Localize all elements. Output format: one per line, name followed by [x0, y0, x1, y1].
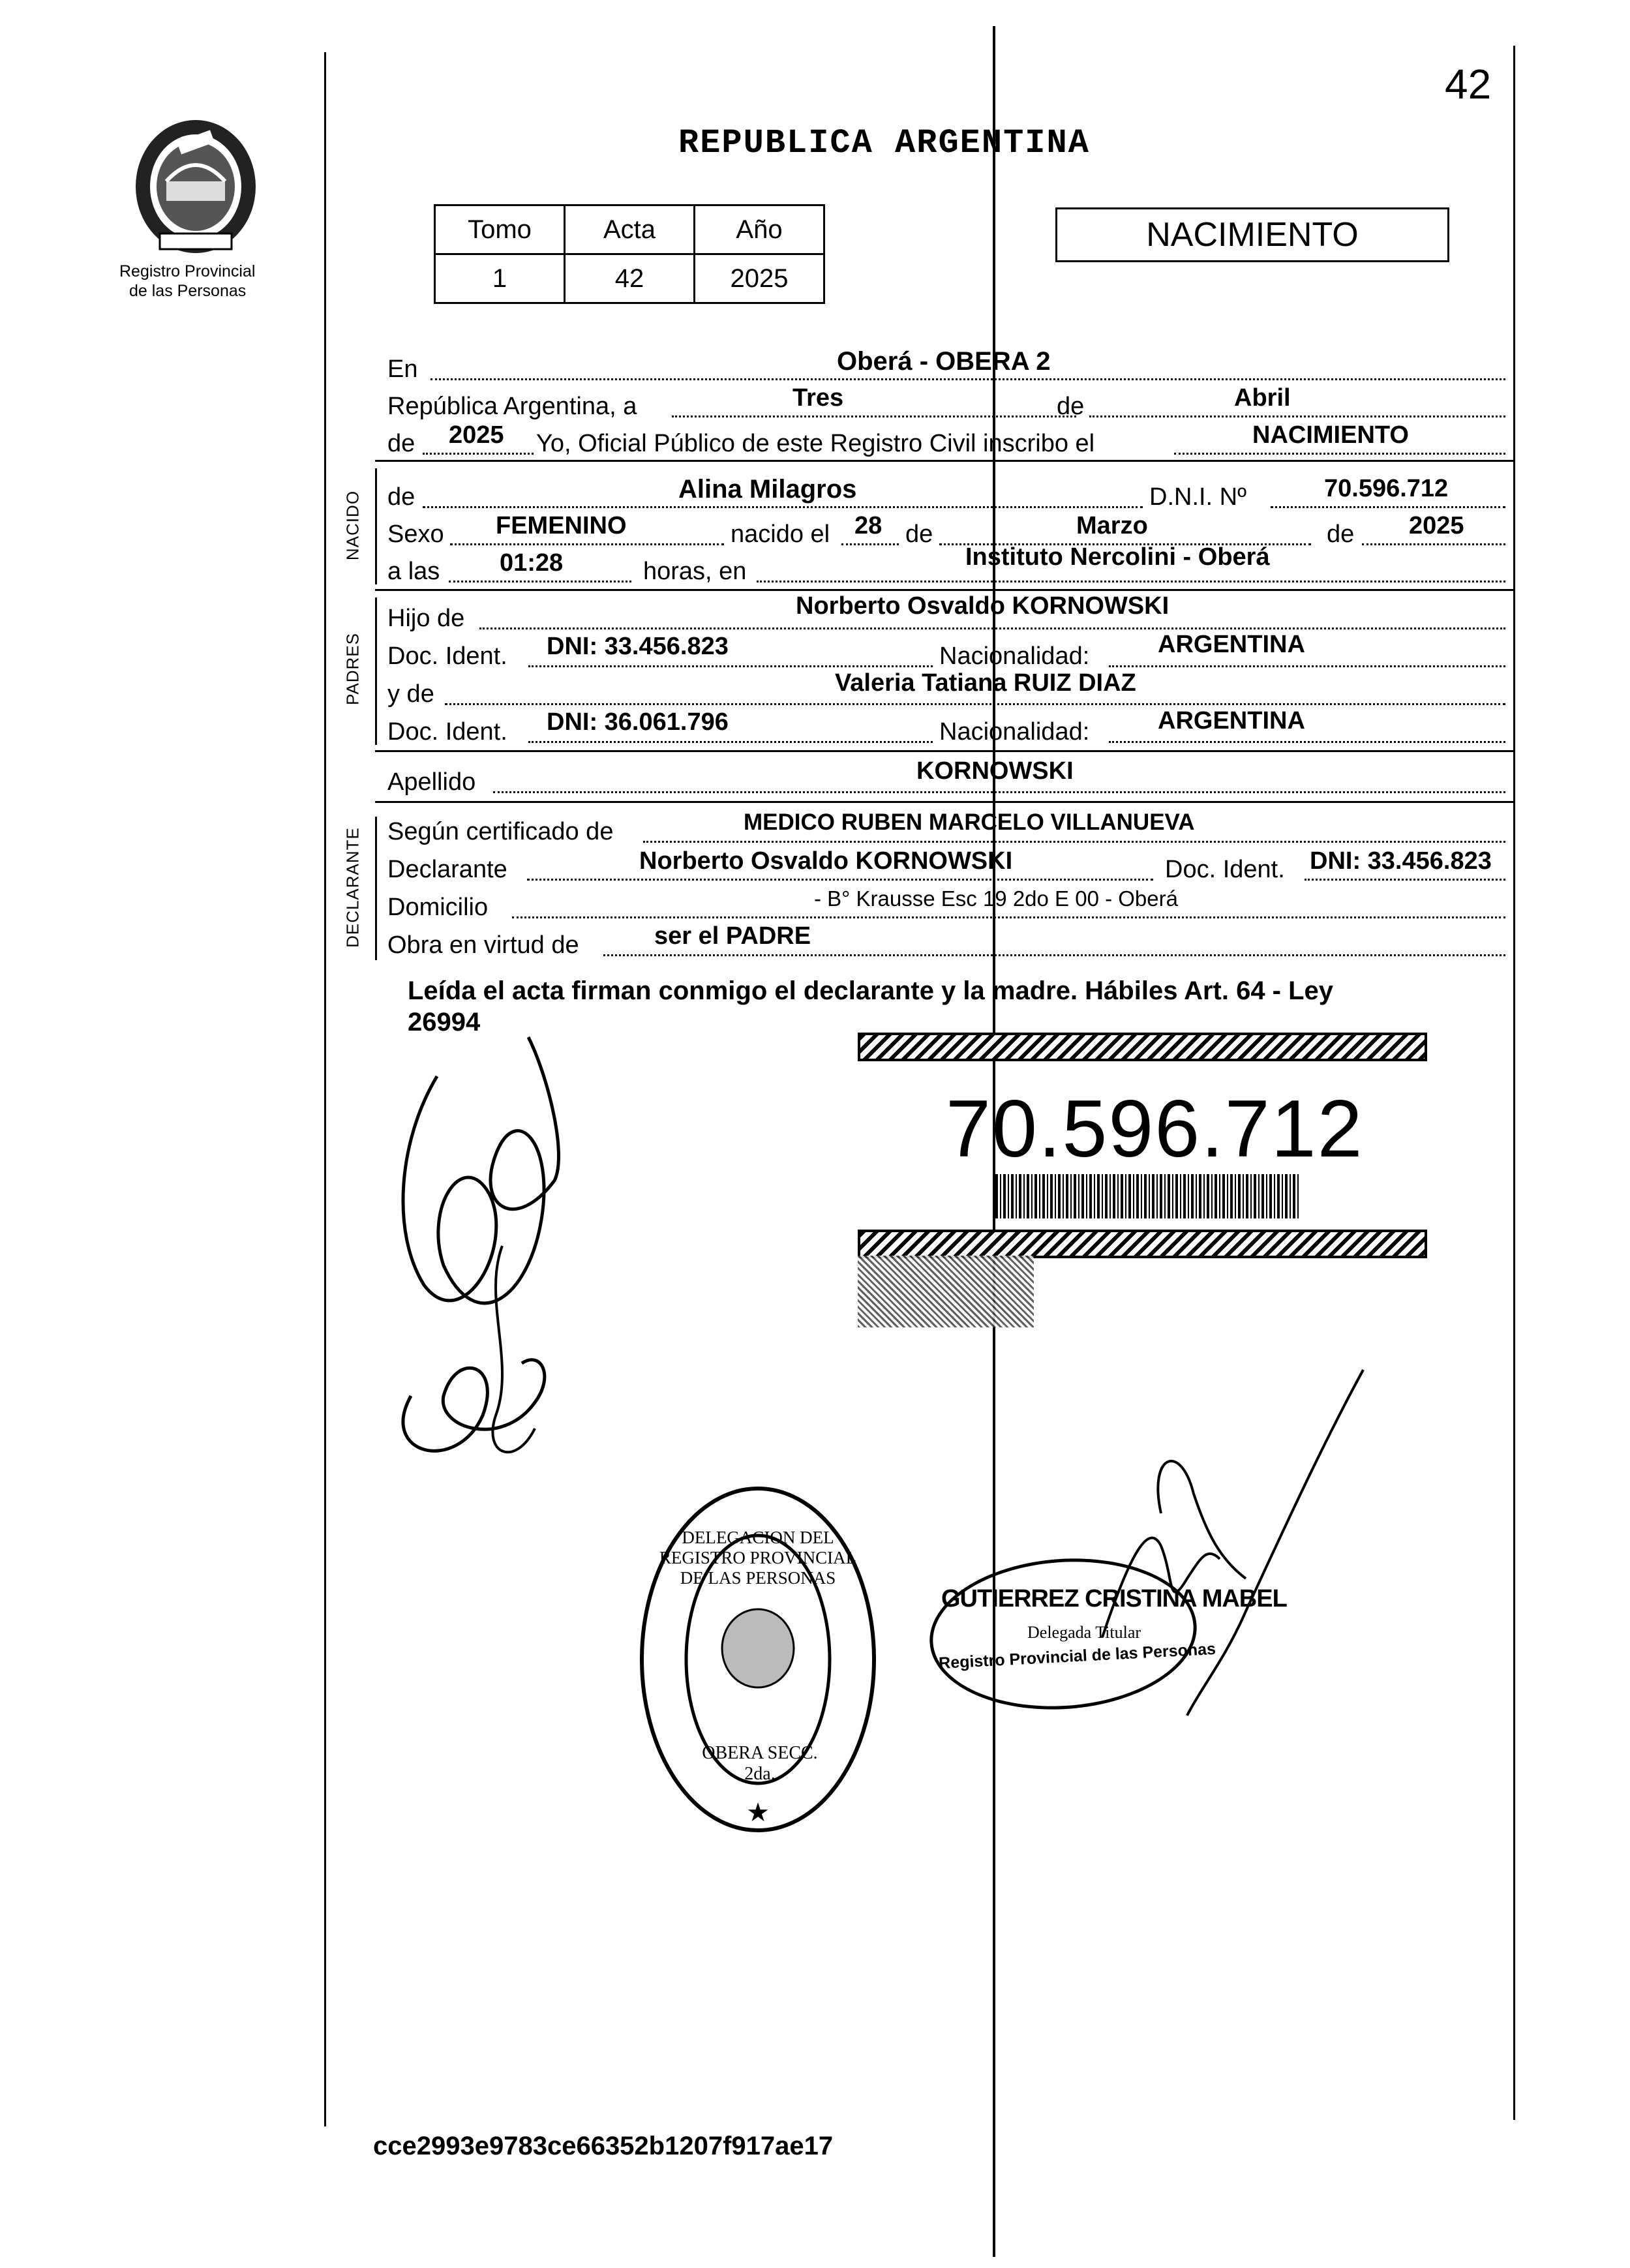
value-mes-nac: Marzo — [1076, 512, 1148, 539]
dotted-line — [450, 543, 724, 545]
section-divider — [375, 460, 1513, 462]
value-declarante-doc: DNI: 33.456.823 — [1310, 847, 1492, 875]
label-nacido-el: nacido el — [731, 521, 830, 548]
dotted-line — [528, 665, 933, 667]
right-margin-line — [1513, 46, 1515, 2120]
value-dia-nac: 28 — [854, 512, 883, 539]
dotted-line — [493, 791, 1505, 793]
logo-caption-line1: Registro Provincial — [119, 262, 256, 280]
doc-type-box — [1055, 207, 1449, 262]
declarant-signature — [385, 998, 594, 1474]
value-sexo: FEMENINO — [496, 512, 627, 539]
dotted-line — [1305, 879, 1505, 881]
dotted-line — [1271, 506, 1505, 508]
value-dni: 70.596.712 — [1324, 475, 1449, 502]
province-seal-icon — [121, 110, 271, 260]
dni-sticker-bottom-strip — [858, 1230, 1427, 1258]
stamp-name: GUTIERREZ CRISTINA MABEL — [941, 1585, 1287, 1612]
label-de-mid: de — [1057, 393, 1085, 420]
seal-bottom-text: OBERA SECC. 2da. — [702, 1743, 818, 1784]
section-bar-nacido — [375, 468, 377, 584]
label-a-las: a las — [387, 558, 440, 585]
page-title: REPUBLICA ARGENTINA — [678, 124, 1090, 162]
dotted-line — [423, 506, 1143, 508]
dotted-line — [603, 954, 1505, 956]
value-nombre: Alina Milagros — [678, 475, 857, 504]
dotted-line — [672, 416, 1076, 417]
value-madre-nac: ARGENTINA — [1158, 707, 1305, 734]
label-sexo: Sexo — [387, 521, 444, 548]
table-header-anio: Año — [695, 205, 824, 254]
dotted-line — [479, 627, 1505, 629]
hologram-patch — [858, 1256, 1034, 1327]
dotted-line — [1089, 416, 1505, 417]
value-declarante: Norberto Osvaldo KORNOWSKI — [639, 847, 1013, 875]
table-cell-anio: 2025 — [695, 254, 824, 303]
dni-sticker-top-strip — [858, 1033, 1427, 1061]
label-doc-ident-declarante: Doc. Ident. — [1165, 856, 1285, 883]
label-de: de — [387, 430, 415, 457]
label-en: En — [387, 355, 418, 383]
label-doc-ident-padre: Doc. Ident. — [387, 643, 507, 670]
dotted-line — [1174, 453, 1505, 455]
value-lugar-nac: Instituto Nercolini - Oberá — [965, 543, 1270, 571]
value-padre-doc: DNI: 33.456.823 — [547, 633, 729, 660]
label-de-mes-nac: de — [905, 521, 933, 548]
value-padre-nac: ARGENTINA — [1158, 631, 1305, 658]
section-divider — [375, 801, 1513, 803]
registry-round-seal — [636, 1482, 881, 1837]
value-padre: Norberto Osvaldo KORNOWSKI — [796, 592, 1170, 620]
side-label-declarante: DECLARANTE — [342, 827, 363, 948]
side-label-padres: PADRES — [342, 633, 363, 705]
label-domicilio: Domicilio — [387, 894, 489, 921]
value-obra-virtud: ser el PADRE — [654, 922, 811, 950]
dotted-line — [757, 581, 1505, 582]
value-hora: 01:28 — [500, 549, 564, 577]
label-nacionalidad-madre: Nacionalidad: — [939, 718, 1090, 746]
label-de-anio-nac: de — [1327, 521, 1355, 548]
label-yo-oficial: Yo, Oficial Público de este Registro Civil inscribo el — [536, 430, 1095, 457]
svg-text:★: ★ — [746, 1798, 770, 1828]
section-divider — [375, 589, 1513, 591]
table-header-acta: Acta — [565, 205, 695, 254]
value-lugar: Oberá - OBERA 2 — [837, 347, 1051, 376]
label-declarante: Declarante — [387, 856, 507, 883]
logo-caption-line2: de las Personas — [129, 282, 247, 300]
dotted-line — [527, 879, 1153, 881]
label-segun-certificado: Según certificado de — [387, 818, 614, 845]
value-domicilio: - B° Krausse Esc 19 2do E 00 - Oberá — [814, 886, 1178, 911]
stamp-office: Registro Provincial de las Personas — [938, 1639, 1216, 1673]
label-horas-en: horas, en — [643, 558, 747, 585]
seal-text: DELEGACION DEL REGISTRO PROVINCIAL DE LAS PERSONAS — [659, 1528, 857, 1588]
dotted-line — [1109, 741, 1505, 743]
dni-sticker-number: 70.596.712 — [946, 1084, 1364, 1174]
label-republica: República Argentina, a — [387, 393, 637, 420]
section-bar-padres — [375, 597, 377, 745]
dotted-line — [528, 741, 933, 743]
official-stamp — [929, 1559, 1287, 1716]
value-madre: Valeria Tatiana RUIZ DIAZ — [835, 669, 1136, 697]
label-hijo-de: Hijo de — [387, 605, 465, 632]
side-label-nacido: NACIDO — [342, 490, 363, 561]
label-obra-en-virtud: Obra en virtud de — [387, 931, 579, 959]
dotted-line — [512, 916, 1505, 918]
dotted-line — [841, 543, 899, 545]
value-apellido: KORNOWSKI — [916, 757, 1074, 785]
dotted-line — [643, 841, 1505, 843]
section-divider — [375, 750, 1513, 752]
dotted-line — [1109, 665, 1505, 667]
stamp-role: Delegada Titular — [1027, 1623, 1141, 1642]
label-dni-no: D.N.I. Nº — [1149, 483, 1246, 511]
label-apellido: Apellido — [387, 768, 476, 796]
label-de-nombre: de — [387, 483, 415, 511]
closing-statement-line2: 26994 — [408, 1008, 481, 1036]
value-mes-registro: Abril — [1234, 384, 1291, 412]
province-logo — [121, 110, 271, 260]
table-header-tomo: Tomo — [435, 205, 565, 254]
page-number: 42 — [1445, 61, 1492, 108]
value-anio-nac: 2025 — [1409, 512, 1464, 539]
value-certificado: MEDICO RUBEN MARCELO VILLANUEVA — [744, 809, 1195, 835]
value-madre-doc: DNI: 36.061.796 — [547, 708, 729, 736]
value-dia-letras: Tres — [792, 384, 844, 412]
dotted-line — [445, 703, 1505, 705]
dotted-line — [1362, 543, 1505, 545]
record-table — [434, 204, 825, 304]
label-y-de: y de — [387, 680, 434, 708]
table-cell-tomo: 1 — [435, 254, 565, 303]
doc-type-label: NACIMIENTO — [1146, 216, 1359, 254]
label-doc-ident-madre: Doc. Ident. — [387, 718, 507, 746]
dni-barcode — [995, 1174, 1299, 1218]
document-hash: cce2993e9783ce66352b1207f917ae17 — [373, 2132, 834, 2160]
value-anio-registro: 2025 — [449, 421, 504, 449]
section-bar-declarante — [375, 817, 377, 960]
value-tipo-acto: NACIMIENTO — [1252, 421, 1409, 449]
table-cell-acta: 42 — [565, 254, 695, 303]
label-nacionalidad-padre: Nacionalidad: — [939, 643, 1090, 670]
closing-statement-line1: Leída el acta firman conmigo el declarante y la madre. Hábiles Art. 64 - Ley — [408, 976, 1334, 1005]
left-margin-line — [324, 52, 326, 2126]
dotted-line — [430, 378, 1505, 380]
dotted-line — [449, 581, 631, 582]
dotted-line — [423, 453, 534, 455]
